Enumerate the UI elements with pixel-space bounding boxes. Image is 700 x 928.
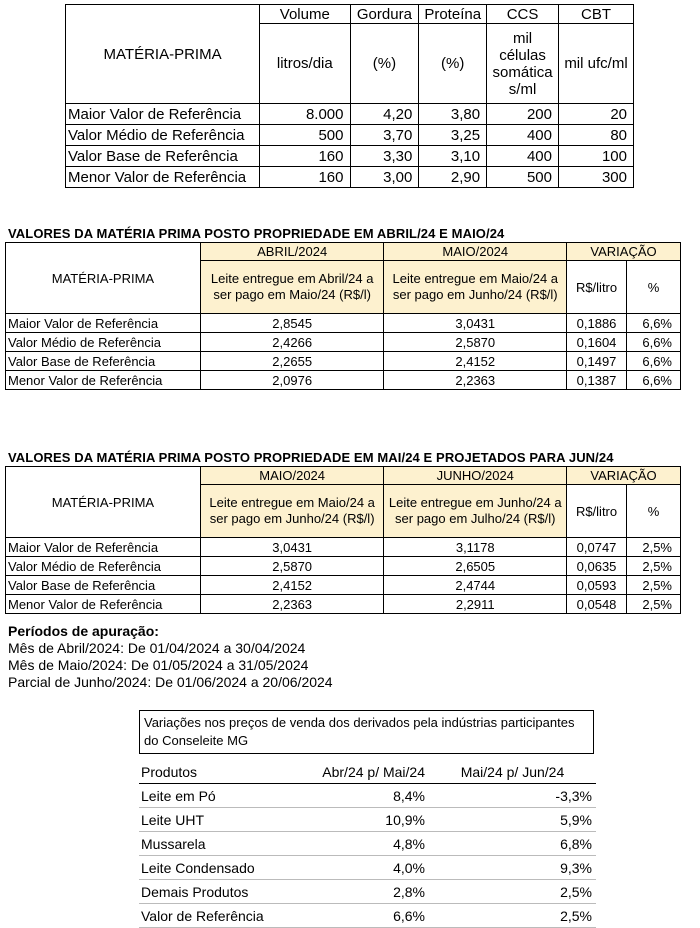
cell-value: 0,1497 (567, 352, 627, 371)
cell-value: 2,4266 (200, 333, 384, 352)
cell-value: 4,20 (350, 104, 419, 125)
cell-value: 2,2363 (200, 595, 384, 614)
row-label: Valor Base de Referência (66, 146, 260, 167)
col-header-ccs: CCS (487, 5, 559, 24)
cell-value: 3,0431 (200, 538, 384, 557)
cell-value: 3,0431 (384, 314, 567, 333)
variacao-header: VARIAÇÃO (567, 243, 681, 261)
table-row (139, 784, 596, 808)
cell-value: 3,00 (350, 167, 419, 188)
cell-value: 8.000 (260, 104, 350, 125)
table-row (66, 167, 634, 188)
cell-value: 0,1604 (567, 333, 627, 352)
col-header-proteina: Proteína (419, 5, 487, 24)
cell-value: 2,6505 (384, 557, 567, 576)
table-row (139, 808, 596, 832)
variacao-unit-rs: R$/litro (567, 261, 627, 314)
periods-title: Períodos de apuração: (8, 623, 159, 639)
cell-value: 2,0976 (200, 371, 384, 390)
table-row (6, 333, 681, 352)
table-row (6, 557, 681, 576)
cell-value: 6,8% (429, 832, 596, 856)
table-row (6, 352, 681, 371)
derivatives-header-row (139, 760, 596, 784)
cell-value: 2,90 (419, 167, 487, 188)
unit-cbt: mil ufc/ml (558, 24, 633, 104)
cell-value: 2,2655 (200, 352, 384, 371)
product-name: Leite em Pó (139, 784, 289, 808)
cell-value: 2,5% (627, 595, 681, 614)
cell-value: 2,5% (429, 904, 596, 928)
variacao-unit-pct: % (627, 261, 681, 314)
cell-value: 3,30 (350, 146, 419, 167)
cell-value: 4,8% (289, 832, 429, 856)
period-line-june: Parcial de Junho/2024: De 01/06/2024 a 20/06/2024 (8, 674, 333, 690)
period1-header: ABRIL/2024 (200, 243, 384, 261)
cell-value: 0,1886 (567, 314, 627, 333)
cell-value: 3,25 (419, 125, 487, 146)
period-line-may: Mês de Maio/2024: De 01/05/2024 a 31/05/2024 (8, 657, 309, 673)
cell-value: 2,5870 (384, 333, 567, 352)
table-row (66, 146, 634, 167)
row-label: Menor Valor de Referência (6, 595, 201, 614)
cell-value: 3,70 (350, 125, 419, 146)
reference-parameters-table (65, 4, 634, 188)
product-name: Leite Condensado (139, 856, 289, 880)
period2-subheader: Leite entregue em Junho/24 a ser pago em Julho/24 (R$/l) (384, 485, 567, 538)
cell-value: 160 (260, 167, 350, 188)
unit-proteina: (%) (419, 24, 487, 104)
unit-gordura: (%) (350, 24, 419, 104)
product-name: Leite UHT (139, 808, 289, 832)
cell-value: 2,5% (627, 538, 681, 557)
product-name: Valor de Referência (139, 904, 289, 928)
row-label: Menor Valor de Referência (6, 371, 201, 390)
cell-value: 2,4152 (200, 576, 384, 595)
period2-subheader: Leite entregue em Maio/24 a ser pago em Junho/24 (R$/l) (384, 261, 567, 314)
cell-value: -3,3% (429, 784, 596, 808)
row-label: Menor Valor de Referência (66, 167, 260, 188)
cell-value: 400 (487, 125, 559, 146)
variacao-unit-pct: % (627, 485, 681, 538)
cell-value: 6,6% (627, 371, 681, 390)
table-row (6, 314, 681, 333)
cell-value: 500 (260, 125, 350, 146)
variacao-header: VARIAÇÃO (567, 467, 681, 485)
materia-prima-header: MATÉRIA-PRIMA (6, 467, 201, 538)
row-label: Valor Base de Referência (6, 352, 201, 371)
table-row (139, 832, 596, 856)
cell-value: 3,10 (419, 146, 487, 167)
period-line-april: Mês de Abril/2024: De 01/04/2024 a 30/04/2024 (8, 640, 306, 656)
col-header-mai-jun: Mai/24 p/ Jun/24 (429, 760, 596, 784)
table-row (6, 538, 681, 557)
variacao-unit-rs: R$/litro (567, 485, 627, 538)
cell-value: 5,9% (429, 808, 596, 832)
cell-value: 8,4% (289, 784, 429, 808)
row-label: Valor Médio de Referência (6, 333, 201, 352)
cell-value: 20 (558, 104, 633, 125)
row-label: Valor Médio de Referência (66, 125, 260, 146)
cell-value: 200 (487, 104, 559, 125)
unit-volume: litros/dia (260, 24, 350, 104)
table-row (66, 104, 634, 125)
cell-value: 0,0635 (567, 557, 627, 576)
period2-header: MAIO/2024 (384, 243, 567, 261)
cell-value: 3,80 (419, 104, 487, 125)
cell-value: 500 (487, 167, 559, 188)
cell-value: 0,0593 (567, 576, 627, 595)
cell-value: 2,2911 (384, 595, 567, 614)
period2-header: JUNHO/2024 (384, 467, 567, 485)
row-label: Maior Valor de Referência (6, 314, 201, 333)
periods-section (8, 623, 333, 691)
product-name: Demais Produtos (139, 880, 289, 904)
cell-value: 400 (487, 146, 559, 167)
cell-value: 2,5870 (200, 557, 384, 576)
cell-value: 2,5% (429, 880, 596, 904)
cell-value: 2,5% (627, 557, 681, 576)
cell-value: 6,6% (627, 352, 681, 371)
derivatives-table (139, 760, 596, 928)
materia-prima-header: MATÉRIA-PRIMA (66, 5, 260, 104)
col-header-volume: Volume (260, 5, 350, 24)
cell-value: 6,6% (289, 904, 429, 928)
cell-value: 160 (260, 146, 350, 167)
col-header-produtos: Produtos (139, 760, 289, 784)
unit-ccs: mil células somática s/ml (487, 24, 559, 104)
cell-value: 2,4152 (384, 352, 567, 371)
table-row (66, 125, 634, 146)
row-label: Maior Valor de Referência (6, 538, 201, 557)
comparison-table-maio-junho (5, 466, 681, 614)
comparison-table-abril-maio (5, 242, 681, 390)
cell-value: 4,0% (289, 856, 429, 880)
cell-value: 2,8545 (200, 314, 384, 333)
col-header-cbt: CBT (558, 5, 633, 24)
row-label: Maior Valor de Referência (66, 104, 260, 125)
section-title-abril-maio: VALORES DA MATÉRIA PRIMA POSTO PROPRIEDADE EM ABRIL/24 E MAIO/24 (8, 226, 505, 241)
cell-value: 0,0548 (567, 595, 627, 614)
col-header-gordura: Gordura (350, 5, 419, 24)
cell-value: 3,1178 (384, 538, 567, 557)
table-row (6, 576, 681, 595)
row-label: Valor Médio de Referência (6, 557, 201, 576)
table-row (6, 595, 681, 614)
period1-subheader: Leite entregue em Abril/24 a ser pago em Maio/24 (R$/l) (200, 261, 384, 314)
cell-value: 0,0747 (567, 538, 627, 557)
col-header-abr-mai: Abr/24 p/ Mai/24 (289, 760, 429, 784)
cell-value: 10,9% (289, 808, 429, 832)
cell-value: 6,6% (627, 333, 681, 352)
cell-value: 80 (558, 125, 633, 146)
table-row (139, 856, 596, 880)
materia-prima-header: MATÉRIA-PRIMA (6, 243, 201, 314)
period1-subheader: Leite entregue em Maio/24 a ser pago em Junho/24 (R$/l) (200, 485, 384, 538)
period1-header: MAIO/2024 (200, 467, 384, 485)
row-label: Valor Base de Referência (6, 576, 201, 595)
cell-value: 100 (558, 146, 633, 167)
product-name: Mussarela (139, 832, 289, 856)
table-row (6, 371, 681, 390)
cell-value: 2,8% (289, 880, 429, 904)
cell-value: 300 (558, 167, 633, 188)
derivatives-caption: Variações nos preços de venda dos derivados pela indústrias participantes do Conseleite MG (139, 710, 594, 754)
cell-value: 9,3% (429, 856, 596, 880)
cell-value: 6,6% (627, 314, 681, 333)
cell-value: 2,2363 (384, 371, 567, 390)
cell-value: 2,4744 (384, 576, 567, 595)
cell-value: 2,5% (627, 576, 681, 595)
cell-value: 0,1387 (567, 371, 627, 390)
section-title-maio-junho: VALORES DA MATÉRIA PRIMA POSTO PROPRIEDADE EM MAI/24 E PROJETADOS PARA JUN/24 (8, 450, 614, 465)
table-row (139, 880, 596, 904)
